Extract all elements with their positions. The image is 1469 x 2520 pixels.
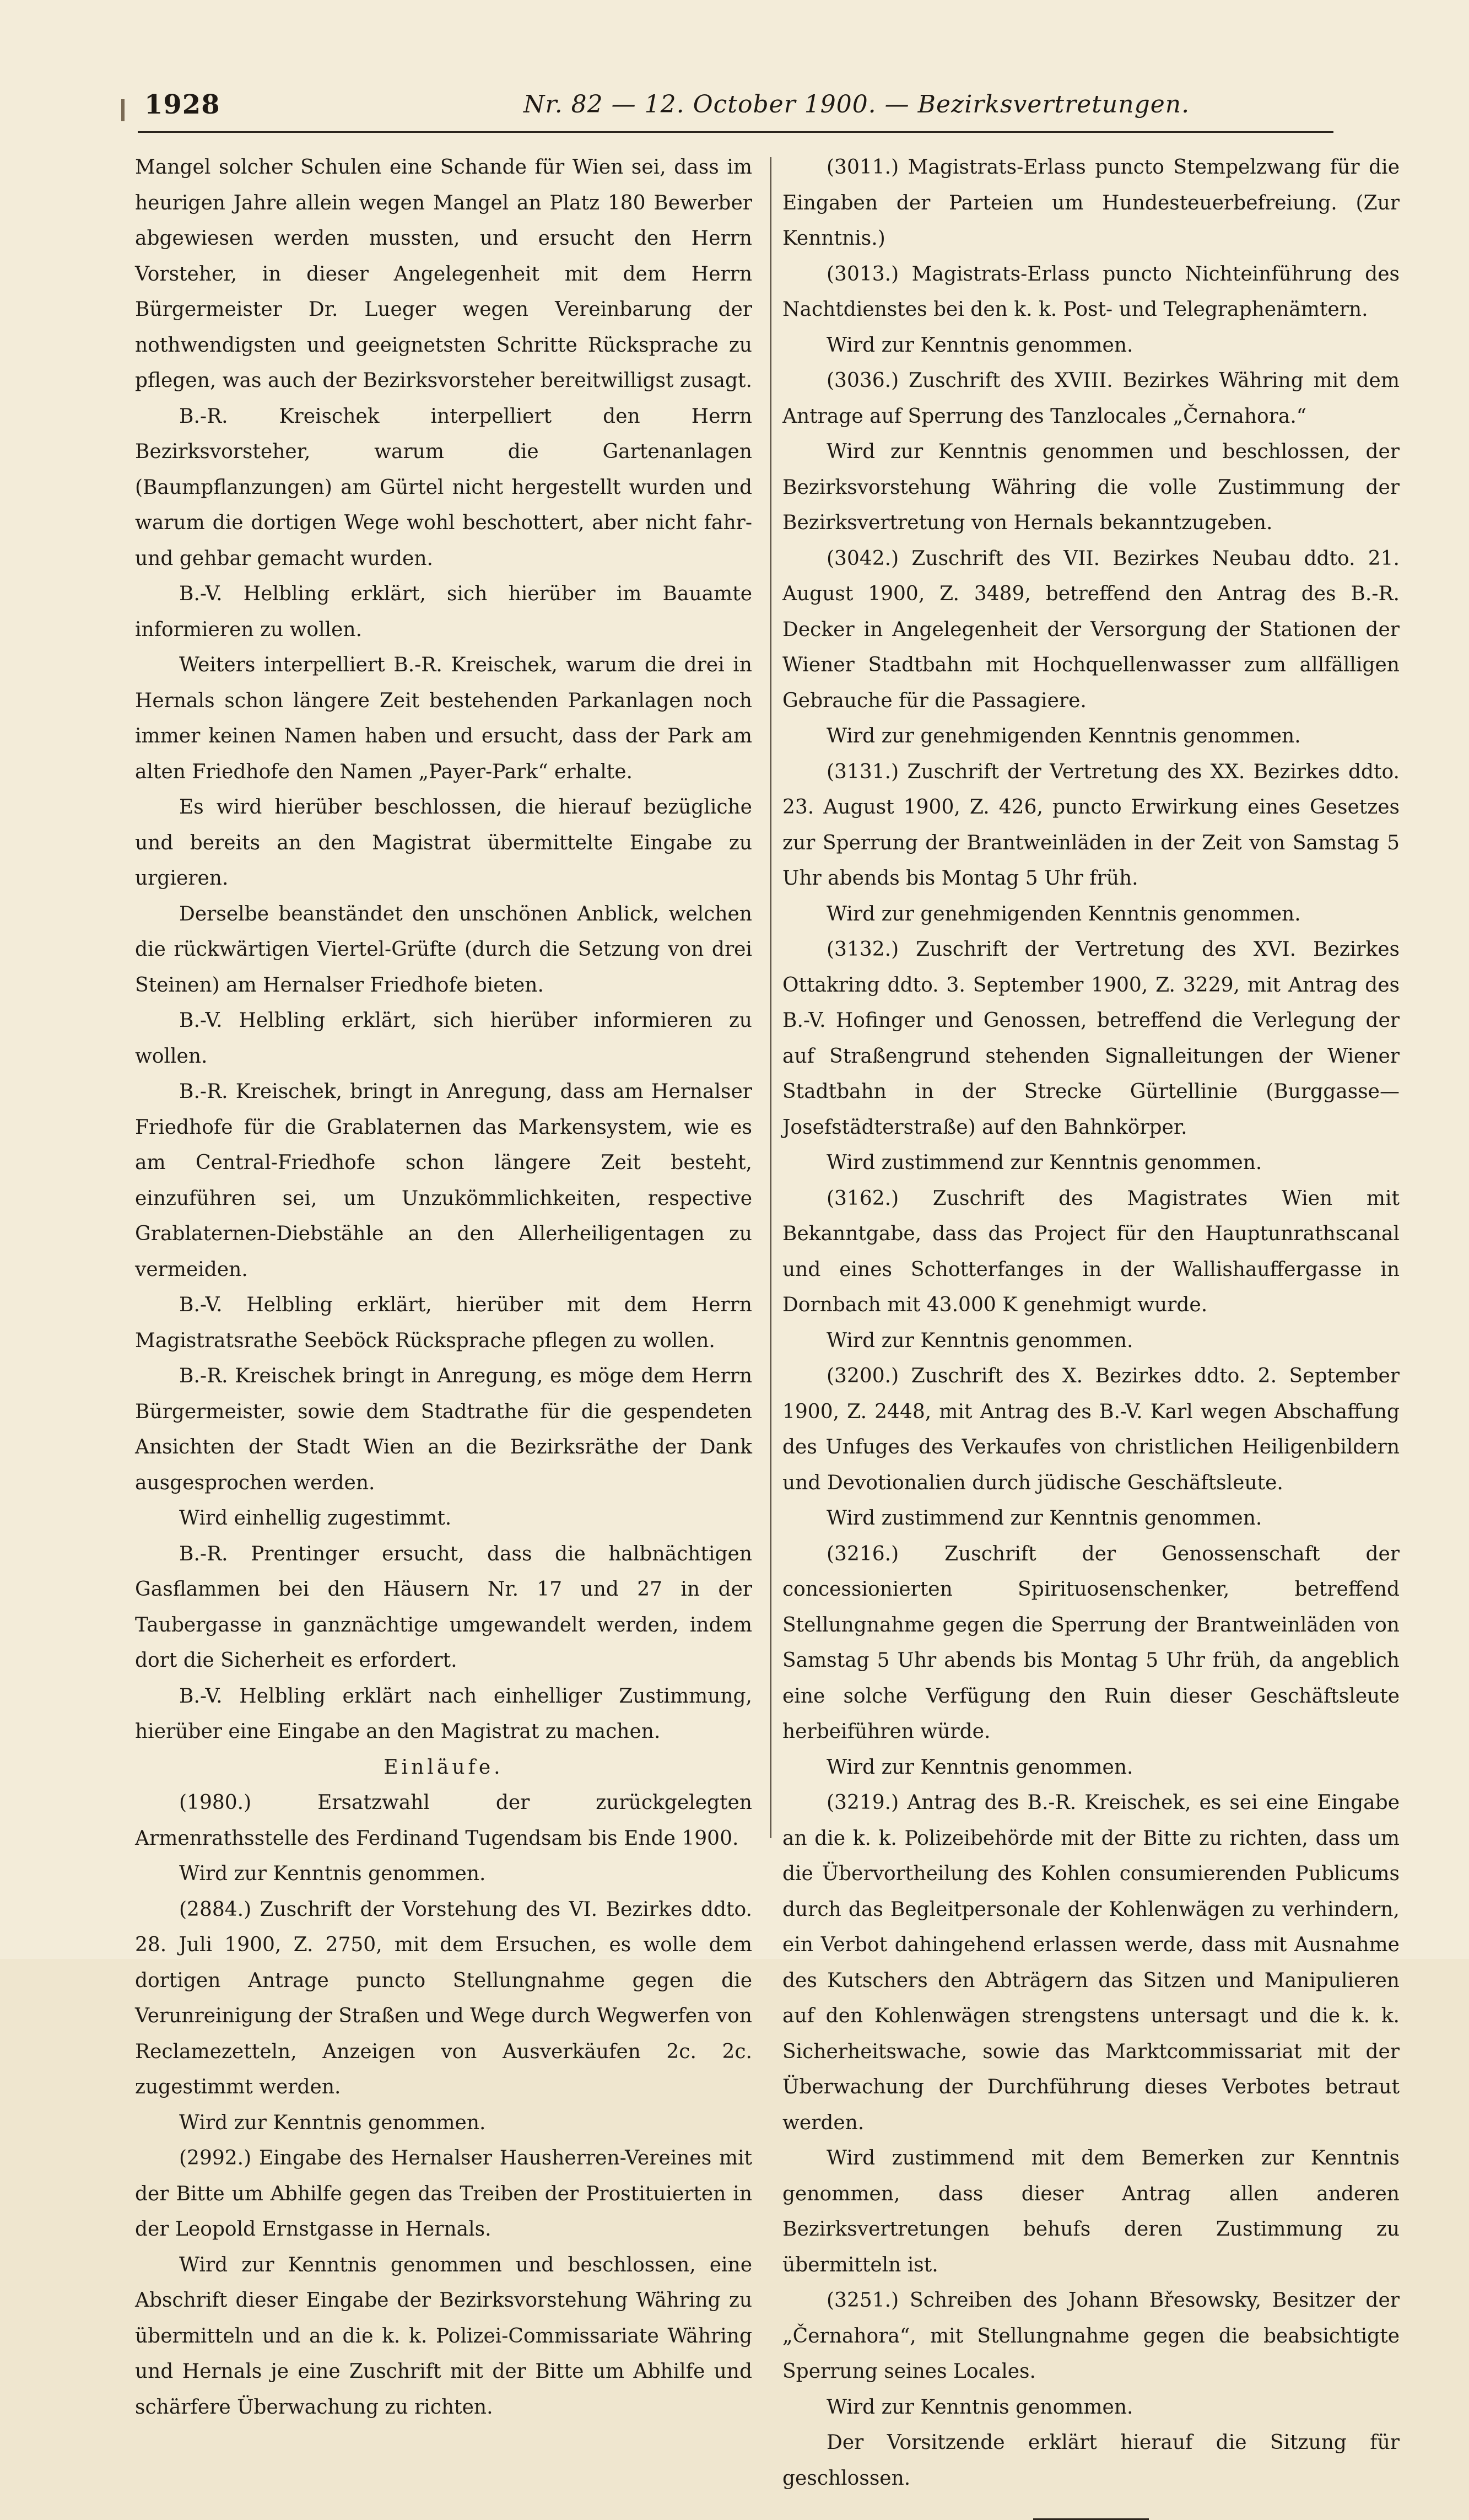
paragraph: B.-R. Prentinger ersucht, dass die halbnächtigen Gasflammen bei den Häusern Nr. 17 und 27 in der Taubergasse in ganznächtige umgewandelt werden, indem dort die Sicherheit es erfordert.: [135, 1542, 752, 1672]
paragraph: Es wird hierüber beschlossen, die hierauf bezügliche und bereits an den Magistrat übermittelte Eingabe zu urgieren.: [135, 796, 752, 890]
paragraph: Der Vorsitzende erklärt hierauf die Sitzung für geschlossen.: [782, 2431, 1400, 2490]
paragraph: Wird zur Kenntnis genommen und beschlossen, der Bezirksvorstehung Währing die volle Zustimmung der Bezirksvertretung von Hernals bekanntzugeben.: [782, 440, 1400, 534]
header-rule: [138, 131, 1333, 133]
paragraph: B.-R. Kreischek, bringt in Anregung, dass am Hernalser Friedhofe für die Grablaternen das Markensystem, wie es am Central-Friedhofe schon längere Zeit besteht, einzuführen sei, um Unzukömmlichkeiten, respective Grablaternen-Diebstähle an den Allerheiligentagen zu vermeiden.: [135, 1080, 752, 1281]
left-column: [135, 150, 752, 2425]
paragraph: (3251.) Schreiben des Johann Břesowsky, Besitzer der „Černahora“, mit Stellungnahme gegen die beabsichtigte Sperrung seines Locales.: [782, 2289, 1400, 2383]
paragraph: Wird zustimmend zur Kenntnis genommen.: [827, 1507, 1262, 1530]
column-divider: [770, 157, 771, 1838]
paragraph: (2884.) Zuschrift der Vorstehung des VI. Bezirkes ddto. 28. Juli 1900, Z. 2750, mit dem Ersuchen, es wolle dem dortigen Antrage puncto Stellungnahme gegen die Verunreinigung der Straßen und Wege durch Wegwerfen von Reclamezetteln, Anzeigen von Ausverkäufen 2c. 2c. zugestimmt werden.: [135, 1898, 752, 2098]
page-header: [110, 84, 1322, 128]
paragraph: Wird zur Kenntnis genommen und beschlossen, eine Abschrift dieser Eingabe der Bezirksvorstehung Währing zu übermitteln und an die k. k. Polizei-Commissariate Währing und Hernals je eine Zuschrift mit der Bitte um Abhilfe und schärfere Überwachung zu richten.: [135, 2253, 752, 2419]
paragraph: Wird zur genehmigenden Kenntnis genommen.: [827, 902, 1301, 925]
paragraph: Wird zur genehmigenden Kenntnis genommen.: [827, 725, 1301, 747]
paragraph: Wird zur Kenntnis genommen.: [827, 1756, 1133, 1779]
section-heading: Einläufe.: [384, 1756, 504, 1779]
right-column: [782, 150, 1400, 2520]
page-number: 1928: [144, 89, 220, 120]
paragraph: (3131.) Zuschrift der Vertretung des XX. Bezirkes ddto. 23. August 1900, Z. 426, puncto Erwirkung eines Gesetzes zur Sperrung der Brantweinläden in der Zeit von Samstag 5 Uhr abends bis Montag 5 Uhr früh.: [782, 760, 1400, 890]
paragraph: (3132.) Zuschrift der Vertretung des XVI. Bezirkes Ottakring ddto. 3. September 1900, Z. 3229, mit Antrag des B.-V. Hofinger und Genossen, betreffend die Verlegung der auf Straßengrund stehenden Signalleitungen der Wiener Stadtbahn in der Strecke Gürtellinie (Burggasse—Josefstädterstraße) auf den Bahnkörper.: [782, 938, 1400, 1139]
paragraph: B.-V. Helbling erklärt, sich hierüber im Bauamte informieren zu wollen.: [135, 583, 752, 641]
paragraph: Wird einhellig zugestimmt.: [179, 1507, 452, 1530]
paragraph: (3216.) Zuschrift der Genossenschaft der concessionierten Spirituosenschenker, betreffend Stellungnahme gegen die Sperrung der Brantweinläden von Samstag 5 Uhr abends bis Montag 5 Uhr früh, da angeblich eine solche Verfügung den Ruin dieser Geschäftsleute herbeiführen würde.: [782, 1542, 1400, 1743]
paragraph: (3013.) Magistrats-Erlass puncto Nichteinführung des Nachtdienstes bei den k. k. Post- und Telegraphenämtern.: [782, 262, 1400, 321]
paragraph: Derselbe beanständet den unschönen Anblick, welchen die rückwärtigen Viertel-Grüfte (durch die Setzung von drei Steinen) am Hernalser Friedhofe bieten.: [135, 902, 752, 997]
paragraph: Wird zur Kenntnis genommen.: [827, 333, 1133, 357]
paragraph: Wird zur Kenntnis genommen.: [179, 2111, 486, 2134]
paragraph: B.-R. Kreischek bringt in Anregung, es möge dem Herrn Bürgermeister, sowie dem Stadtrathe für die gespendeten Ansichten der Stadt Wien an die Bezirksräthe der Dank ausgesprochen werden.: [135, 1365, 752, 1494]
paragraph: Weiters interpelliert B.-R. Kreischek, warum die drei in Hernals schon längere Zeit bestehenden Parkanlagen noch immer keinen Namen haben und ersucht, dass der Park am alten Friedhofe den Namen „Payer-Park“ erhalte.: [135, 654, 752, 783]
paragraph: (3162.) Zuschrift des Magistrates Wien mit Bekanntgabe, dass das Project für den Hauptunrathscanal und eines Schotterfanges in der Wallishauffergasse in Dornbach mit 43.000 K genehmigt wurde.: [782, 1187, 1400, 1316]
paragraph: Wird zustimmend zur Kenntnis genommen.: [827, 1151, 1262, 1174]
paragraph: B.-V. Helbling erklärt, hierüber mit dem Herrn Magistratsrathe Seeböck Rücksprache pflegen zu wollen.: [135, 1294, 752, 1352]
running-title: Nr. 82 — 12. October 1900. — Bezirksvertretungen.: [523, 90, 1190, 119]
paragraph: Mangel solcher Schulen eine Schande für Wien sei, dass im heurigen Jahre allein wegen Mangel an Platz 180 Bewerber abgewiesen werden mussten, und ersucht den Herrn Vorsteher, in dieser Angelegenheit mit dem Herrn Bürgermeister Dr. Lueger wegen Vereinbarung der nothwendigsten und geeignetsten Schritte Rücksprache zu pflegen, was auch der Bezirksvorsteher bereitwilligst zusagt.: [135, 156, 752, 392]
paragraph: (3200.) Zuschrift des X. Bezirkes ddto. 2. September 1900, Z. 2448, mit Antrag des B.-V. Karl wegen Abschaffung des Unfuges des Verkaufes von christlichen Heiligenbildern und Devotionalien durch jüdische Geschäftsleute.: [782, 1365, 1400, 1494]
paragraph: B.-R. Kreischek interpelliert den Herrn Bezirksvorsteher, warum die Gartenanlagen (Baumpflanzungen) am Gürtel nicht hergestellt wurden und warum die dortigen Wege wohl beschottert, aber nicht fahr- und gehbar gemacht wurden.: [135, 405, 752, 570]
paragraph: (3042.) Zuschrift des VII. Bezirkes Neubau ddto. 21. August 1900, Z. 3489, betreffend den Antrag des B.-R. Decker in Angelegenheit der Versorgung der Stationen der Wiener Stadtbahn mit Hochquellenwasser zum allfälligen Gebrauche für die Passagiere.: [782, 547, 1400, 712]
paragraph: (3219.) Antrag des B.-R. Kreischek, es sei eine Eingabe an die k. k. Polizeibehörde mit der Bitte zu richten, dass um die Übervortheilung des Kohlen consumierenden Publicums durch das Begleitpersonale der Kohlenwägen zu verhindern, ein Verbot dahingehend erlassen werde, dass mit Ausnahme des Kutschers den Abträgern das Sitzen und Manipulieren auf den Kohlenwägen strengstens untersagt und die k. k. Sicherheitswache, sowie das Marktcommissariat mit der Überwachung der Durchführung dieses Verbotes betraut werden.: [782, 1791, 1400, 2134]
paragraph: (3011.) Magistrats-Erlass puncto Stempelzwang für die Eingaben der Parteien um Hundesteuerbefreiung. (Zur Kenntnis.): [782, 156, 1400, 250]
paragraph: B.-V. Helbling erklärt, sich hierüber informieren zu wollen.: [135, 1009, 752, 1068]
paragraph: Wird zur Kenntnis genommen.: [827, 1329, 1133, 1352]
paragraph: Wird zur Kenntnis genommen.: [179, 1862, 486, 1885]
paragraph: B.-V. Helbling erklärt nach einhelliger Zustimmung, hierüber eine Eingabe an den Magistrat zu machen.: [135, 1684, 752, 1743]
paragraph: (3036.) Zuschrift des XVIII. Bezirkes Währing mit dem Antrage auf Sperrung des Tanzlocales „Černahora.“: [782, 369, 1400, 428]
paragraph: (1980.) Ersatzwahl der zurückgelegten Armenrathsstelle des Ferdinand Tugendsam bis Ende 1900.: [135, 1791, 752, 1850]
paragraph: Wird zustimmend mit dem Bemerken zur Kenntnis genommen, dass dieser Antrag allen anderen Bezirksvertretungen behufs deren Zustimmung zu übermitteln ist.: [782, 2147, 1400, 2276]
paragraph: Wird zur Kenntnis genommen.: [827, 2395, 1133, 2419]
paragraph: (2992.) Eingabe des Hernalser Hausherren-Vereines mit der Bitte um Abhilfe gegen das Treiben der Prostituierten in der Leopold Ernstgasse in Hernals.: [135, 2147, 752, 2241]
